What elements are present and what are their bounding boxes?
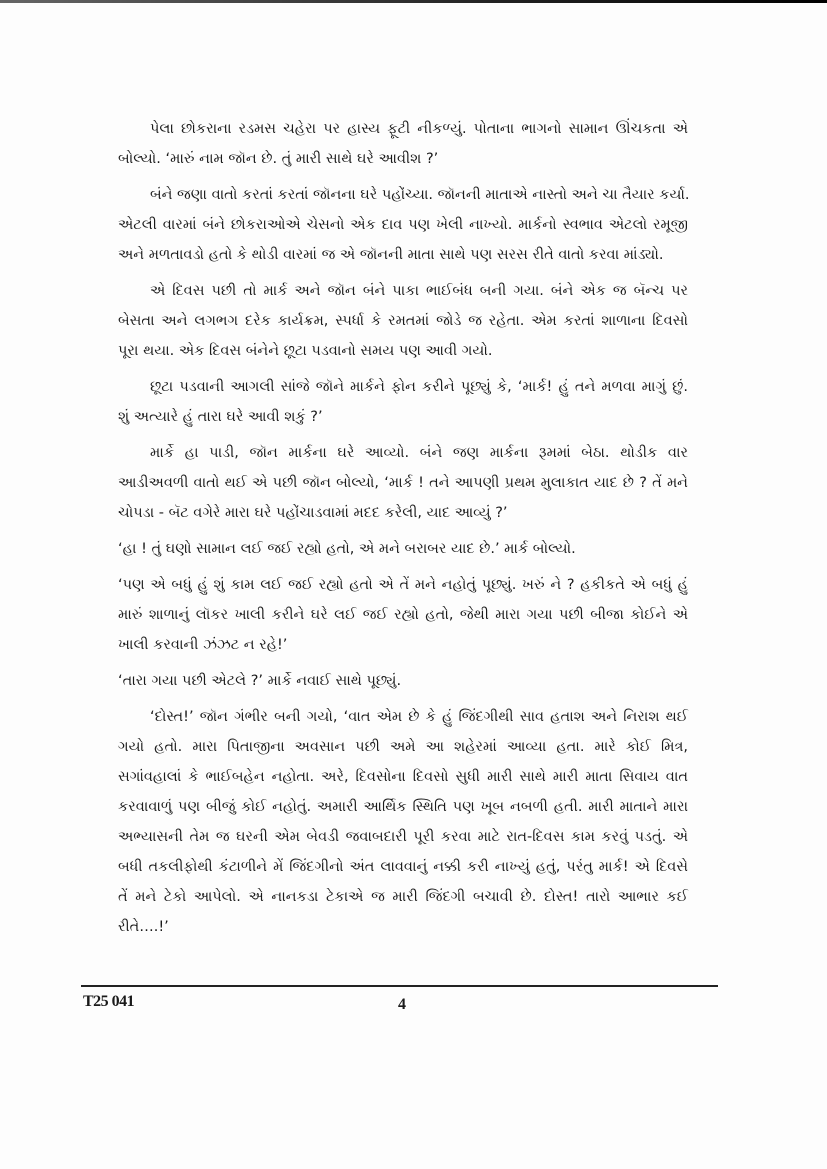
text-line: કરવાવાળું પણ બીજું કોઈ નહોતું. અમારી આર્થિક સ્થિતિ પણ ખૂબ નબળી હતી. મારી માતાને મારા [118,799,688,815]
paragraph [118,570,688,660]
paragraph [118,666,688,696]
text-line: બોલ્યો. ‘મારું નામ જૉન છે. તું મારી સાથે ઘરે આવીશ ?’ [118,151,439,167]
text-line: ‘હા ! તું ઘણો સામાન લઈ જઈ રહ્યો હતો, એ મને બરાબર યાદ છે.’ માર્ક બોલ્યો. [118,541,576,557]
paragraph [118,534,688,564]
paper-code: T25 041 [83,993,135,1010]
text-line: તેં મને ટેકો આપેલો. એ નાનકડા ટેકાએ જ મારી જિંદગી બચાવી છે. દોસ્ત! તારો આભાર કઈ [118,889,688,905]
text-line: અને મળતાવડો હતો કે થોડી વારમાં જ એ જૉનની માતા સાથે પણ સરસ રીતે વાતો કરવા માંડ્યો. [118,247,664,263]
text-line: મારું શાળાનું લૉકર ખાલી કરીને ઘરે લઈ જઈ રહ્યો હતો, જેથી મારા ગયા પછી બીજા કોઈને એ [118,607,688,623]
text-line: એટલી વારમાં બંને છોકરાઓએ ચેસનો એક દાવ પણ ખેલી નાખ્યો. માર્કનો સ્વભાવ એટલો રમૂજી [118,217,688,233]
story-text [118,114,688,948]
text-line: શું અત્યારે હું તારા ઘરે આવી શકું ?’ [118,409,323,425]
text-line: છૂટા પડવાની આગલી સાંજે જૉને માર્કને ફોન કરીને પૂછ્યું કે, ‘માર્ક! હું તને મળવા માગું છું. [150,379,688,395]
footer-divider [81,985,718,987]
text-line: ખાલી કરવાની ઝંઝટ ન રહે!’ [118,637,288,653]
text-line: રીતે….!’ [118,919,169,935]
text-line: આડીઅવળી વાતો થઈ એ પછી જૉન બોલ્યો, ‘માર્ક ! તને આપણી પ્રથમ મુલાકાત યાદ છે ? તેં મને [118,475,688,491]
paragraph [118,276,688,366]
text-line: પેલા છોકરાના રડમસ ચહેરા પર હાસ્ય ફૂટી નીકળ્યું. પોતાના ભાગનો સામાન ઊંચકતા એ [150,121,688,137]
paragraph [118,702,688,942]
text-line: બધી તકલીફોથી કંટાળીને મેં જિંદગીનો અંત લાવવાનું નક્કી કરી નાખ્યું હતું, પરંતુ માર્ક! એ દિવસે [118,859,688,875]
paragraph [118,180,688,270]
paragraph [118,114,688,174]
paragraph [118,438,688,528]
text-line: ‘પણ એ બધું હું શું કામ લઈ જઈ રહ્યો હતો એ તેં મને નહોતું પૂછ્યું. ખરું ને ? હકીકતે એ બધું હું [118,577,688,593]
scan-top-edge [0,0,827,3]
text-line: માર્કે હા પાડી, જૉન માર્કના ઘરે આવ્યો. બંને જણ માર્કના રૂમમાં બેઠા. થોડીક વાર [150,445,688,461]
text-line: એ દિવસ પછી તો માર્ક અને જૉન બંને પાકા ભાઈબંધ બની ગયા. બંને એક જ બૅન્ચ પર [150,283,688,299]
text-line: બેસતા અને લગભગ દરેક કાર્યક્રમ, સ્પર્ધા કે રમતમાં જોડે જ રહેતા. એમ કરતાં શાળાના દિવસો [118,313,688,329]
paragraph [118,372,688,432]
text-line: બંને જણા વાતો કરતાં કરતાં જૉનના ઘરે પહોંચ્યા. જૉનની માતાએ નાસ્તો અને ચા તૈયાર કર્યા. [150,187,690,203]
text-line: સગાંવહાલાં કે ભાઈબહેન નહોતા. અરે, દિવસોના દિવસો સુધી મારી સાથે મારી માતા સિવાય વાત [118,769,688,785]
text-line: પૂરા થયા. એક દિવસ બંનેને છૂટા પડવાનો સમય પણ આવી ગયો. [118,343,493,359]
text-line: ગયો હતો. મારા પિતાજીના અવસાન પછી અમે આ શહેરમાં આવ્યા હતા. મારે કોઈ મિત્ર, [118,739,688,755]
page-number: 4 [398,996,406,1013]
text-line: ચોપડા - બૅટ વગેરે મારા ઘરે પહોંચાડવામાં મદદ કરેલી, યાદ આવ્યું ?’ [118,505,508,521]
text-line: ‘તારા ગયા પછી એટલે ?’ માર્કે નવાઈ સાથે પૂછ્યું. [118,673,402,689]
text-line: અભ્યાસની તેમ જ ઘરની એમ બેવડી જવાબદારી પૂરી કરવા માટે રાત-દિવસ કામ કરવું પડતું. એ [118,829,688,845]
text-line: ‘દોસ્ત!’ જૉન ગંભીર બની ગયો, ‘વાત એમ છે કે હું જિંદગીથી સાવ હતાશ અને નિરાશ થઈ [150,709,688,725]
